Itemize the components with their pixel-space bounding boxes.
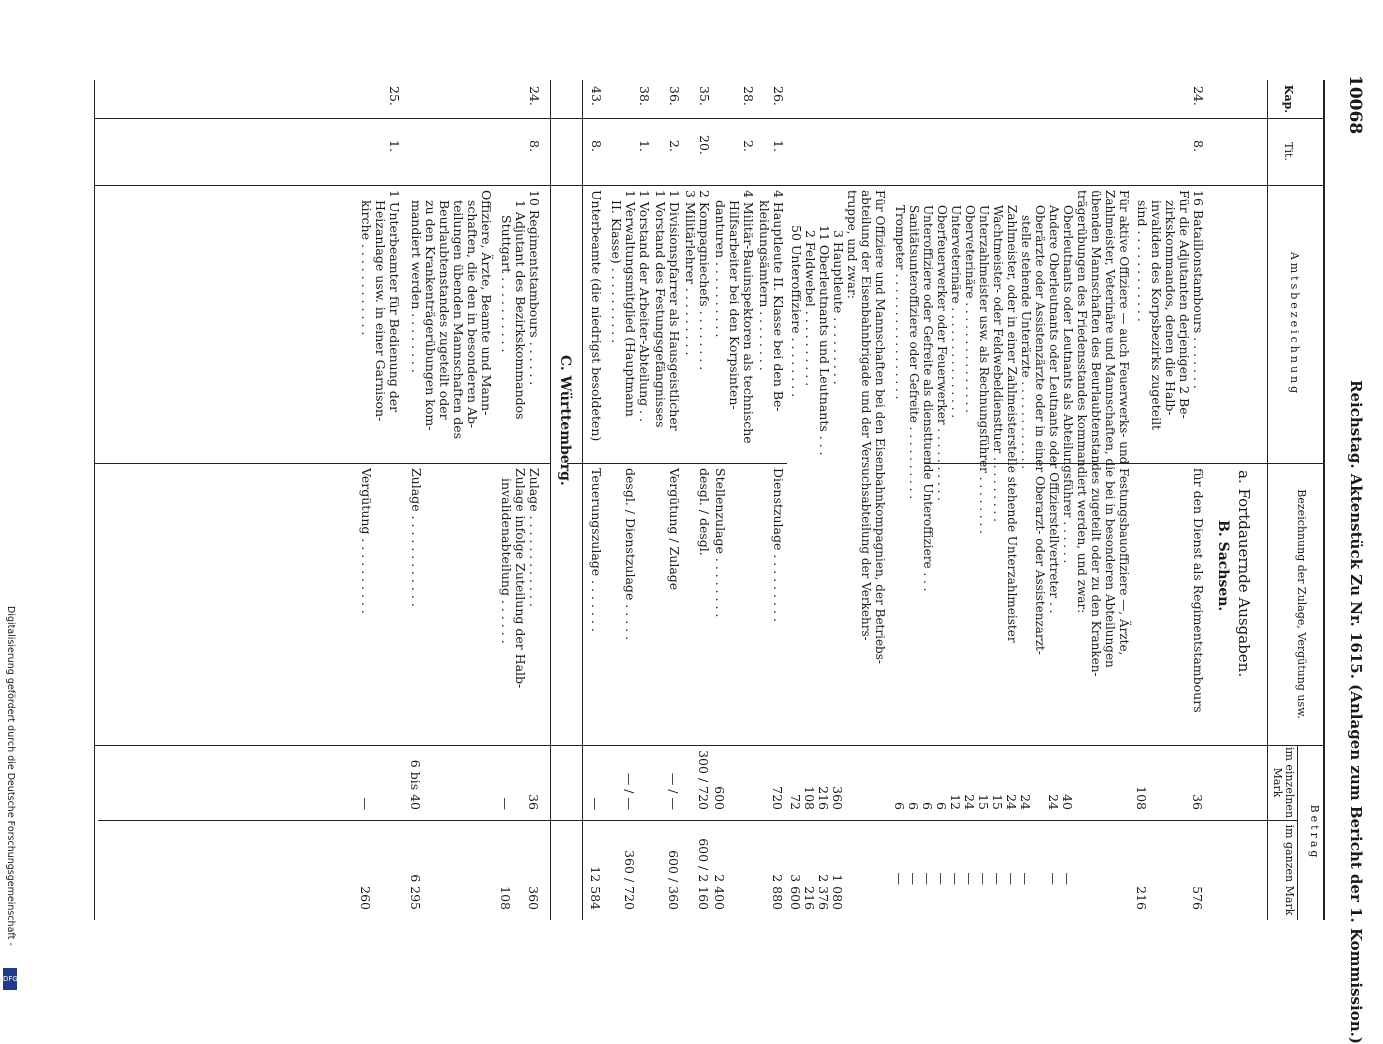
row8-kap: 38. [637, 86, 652, 106]
row6-tit: 20. [697, 135, 712, 155]
row2-ein-7: 24 [962, 794, 977, 810]
row1-amt-1: 16 Bataillonstambours . . . . . . . [1191, 190, 1206, 389]
row1-ganz: 576 [1190, 886, 1205, 910]
bez-betrag-divider [95, 745, 1325, 746]
row6-ein: 300 / 720 [696, 750, 711, 810]
row10-bez: Zulage . . . . . . . . . . . . [527, 468, 542, 607]
row10-amt-1: 10 Regimentstambours . . . . . . [527, 190, 542, 386]
row11-ganz: 6 295 [408, 874, 423, 910]
row3-ganz-2: 2 376 [816, 874, 831, 910]
section-a-heading: a. Fortdauernde Ausgaben. [1235, 470, 1253, 678]
amt-bez-divider-2 [567, 463, 787, 464]
row12-amt-2: Heizanlage usw. in einer Garnison- [373, 200, 388, 422]
row2-ein-4: 24 [1004, 794, 1019, 810]
row10-bez3: invalidenabteilung . . . . . . [499, 478, 514, 644]
row7-kap: 36. [667, 86, 682, 106]
row8-bez: desgl. / Dienstzulage . . . . . [623, 468, 638, 641]
row3-amt-2: abteilung der Eisenbahnbrigade und der Versuchsabteilung der Verkehrs- [859, 190, 873, 641]
row9-tit: 8. [589, 140, 604, 152]
row4-amt-1: 4 Hauptleute II. Klasse bei den Be- [771, 190, 786, 412]
row8-amt-1: 1 Vorstand der Arbeiter-Abteilung . . [637, 190, 652, 423]
row4-amt-2: kleidungsämtern . . . . . . . . [757, 200, 772, 371]
row2-amt-17: Trompeter . . . . . . . . . . . . . . . . . [893, 205, 907, 400]
row3-amt-1: Für Offiziere und Mannschaften bei den Eisenbahnkompagnien, der Betriebs- [873, 190, 887, 664]
row2-ganz-1: — [1060, 872, 1075, 885]
row12-tit: 1. [387, 140, 402, 152]
row11-bez: Zulage . . . . . . . . . . . . [409, 468, 424, 607]
row1-tit: 8. [1191, 140, 1206, 152]
digitization-note: Digitalisierung gefördert durch die Deutsche Forschungsgemeinschaft - [5, 606, 16, 946]
row1-amt-5: sind . . . . . . . . . . . . [1135, 200, 1150, 322]
row10-kap: 24. [527, 86, 542, 106]
page-number: 10068 [1345, 75, 1365, 135]
row5-tit: 2. [741, 140, 756, 152]
row2-amt-4: trägerübungen des Friedensstandes kommandiert werden, und zwar: [1075, 190, 1089, 614]
row4-tit: 1. [771, 140, 786, 152]
row3-ganz-3: 216 [802, 886, 817, 910]
row1-ein: 36 [1190, 794, 1205, 810]
row12-bez: Vergütung . . . . . . . . . . [359, 468, 374, 614]
row7-ein: — / — [666, 772, 681, 810]
table-bottom-rule [94, 80, 95, 920]
row2-amt-8: stelle stehende Unterärzte . . . . . . . . . . . . [1019, 215, 1033, 470]
row2-ganz-2: — [1046, 872, 1061, 885]
row2-ein-2: 24 [1046, 794, 1061, 810]
row1-bez: für den Dienst als Regimentstambours [1191, 468, 1206, 713]
col-betrag: Betrag [1308, 804, 1321, 861]
row12-amt-3: kirche . . . . . . . . . . . . [359, 200, 374, 336]
row2-amt-7: Oberärzte oder Assistenzärzte oder in einer Oberarzt- oder Assistenzarzt- [1033, 205, 1047, 655]
row3-ein-2: 216 [816, 786, 831, 810]
row11-amt-1: Offiziere, Ärzte, Beamte und Mann- [479, 190, 494, 416]
row2-amt-11: Unterzahlmeister usw. als Rechnungsführer . . . . . . . . [977, 205, 991, 534]
betrag-sub-rule [1297, 745, 1298, 920]
row2-amt-13: Unterveterinäre . . . . . . . . . . . . . . . [949, 205, 963, 419]
row3-amt-7: 50 Unteroffiziere . . . . . . . . [789, 225, 804, 398]
row1-amt-2: Für die Adjutanten derjenigen 2 Be- [1177, 190, 1192, 419]
row2-ganz-7: — [962, 872, 977, 885]
row4-kap: 26. [771, 86, 786, 106]
row12-kap: 25. [387, 86, 402, 106]
row10-ganz2: 108 [498, 886, 513, 910]
row8-amt-2: 1 Verwaltungsmitglied (Hauptmann [623, 190, 638, 417]
section-c-rule [550, 80, 551, 920]
betrag-inner-divider [98, 820, 1298, 821]
table-top-rule [1323, 80, 1325, 920]
row2-amt-15: Unteroffiziere oder Gefreite als diensttuende Unteroffiziere . . . [921, 205, 935, 592]
section-b-heading: B. Sachsen. [1215, 520, 1231, 612]
row2-ein-5: 15 [990, 794, 1005, 810]
row7-bez: Vergütung / Zulage [667, 468, 682, 591]
row7-ganz: 600 / 360 [666, 850, 681, 910]
row4-ganz: 2 880 [770, 874, 785, 910]
row12-ganz: 260 [358, 886, 373, 910]
row3-ganz-1: 1 080 [830, 874, 845, 910]
row1-amt-4: invaliden des Korpsbezirks zugeteilt [1149, 200, 1164, 431]
row3-amt-4: 3 Hauptleute . . . . . . . . . [831, 230, 846, 385]
amt-bez-divider-3 [95, 463, 551, 464]
page-title: Reichstag. Aktenstück Zu Nr. 1615. (Anlagen zum Bericht der 1. Kommission.) [1347, 380, 1365, 1044]
col-kap: Kap. [1282, 84, 1295, 114]
row2-amt-3: übenden Mannschaften des Beurlaubtenstandes zugeteilt oder zu den Kranken- [1089, 190, 1103, 677]
row8-ein: — / — [622, 772, 637, 810]
row2-ein-10: 6 [920, 802, 935, 810]
dfg-logo: DFG [3, 968, 17, 990]
row1-ganz2: 216 [1134, 886, 1149, 910]
row11-amt-2: schaften, die den in besonderen Ab- [465, 200, 480, 429]
row1-amt-3: zirkskommandos, denen die Halb- [1163, 200, 1178, 416]
row2-ein-1: 40 [1060, 794, 1075, 810]
row2-ganz-5: — [990, 872, 1005, 885]
row11-amt-6: mandiert werden . . . . . . . . [409, 200, 424, 373]
row4-ein: 720 [770, 786, 785, 810]
col-amtsbezeichnung: Amtsbezeichnung [1288, 251, 1301, 397]
row5-bez: Stellenzulage . . . . . . . . [713, 468, 728, 618]
row6-bez: desgl. / desgl. [697, 468, 712, 556]
row10-ein2: — [498, 797, 513, 810]
section-b-end-rule [582, 80, 583, 920]
row10-ganz: 360 [526, 886, 541, 910]
row7-tit: 2. [667, 140, 682, 152]
row2-ganz-4: — [1004, 872, 1019, 885]
row2-amt-14: Oberfeuerwerker oder Feuerwerker . . . . . . . . . . [935, 205, 949, 501]
row10-amt-2: 1 Adjutant des Bezirkskommandos [513, 200, 528, 420]
row4-bez: Dienstzulage . . . . . . . . . [771, 468, 786, 622]
row2-ganz-10: — [920, 872, 935, 885]
row2-ganz-11: — [906, 872, 921, 885]
row9-ein: — [588, 797, 603, 810]
row1-ein2: 108 [1134, 786, 1149, 810]
row6-kap: 35. [697, 86, 712, 106]
row7-amt-2: 1 Vorstand des Festungsgefängnisses [653, 190, 668, 428]
row2-amt-1: Für aktive Offiziere — auch Feuerwerks- und Festungsbauoffiziere —, Ärzte, [1117, 190, 1131, 656]
row2-ein-8: 12 [948, 794, 963, 810]
row10-tit: 8. [527, 140, 542, 152]
row9-bez: Teuerungszulage . . . . . . . [589, 468, 604, 632]
row2-ganz-3: — [1018, 872, 1033, 885]
col-ganzen: im ganzen Mark [1283, 824, 1296, 916]
row2-amt-9: Zahlmeister, oder in einer Zahlmeisterstelle stehende Unterzahlmeister [1005, 205, 1019, 643]
row3-amt-5: 11 Oberleutnants und Leutnants . . . [817, 225, 832, 456]
row8-tit: 1. [637, 140, 652, 152]
row10-amt-3: Stuttgart . . . . . . . . . . [499, 215, 514, 353]
row1-kap: 24. [1191, 86, 1206, 106]
row2-ein-9: 6 [934, 802, 949, 810]
row2-amt-2: Zahlmeister, Veterinäre und Mannschaften, die bei in besonderen Abteilungen [1103, 190, 1117, 668]
row12-amt-1: 1 Unterbeamter für Bedienung der [387, 190, 402, 413]
row8-ganz: 360 / 720 [622, 850, 637, 910]
row2-amt-5: Oberleutnants oder Leutnants als Abteilungsführer . . . . . . [1061, 205, 1075, 564]
row5-amt-1: 4 Militär-Bauinspektoren als technische [741, 190, 756, 444]
row2-amt-6: Andere Oberleutnants oder Leutnants oder Offizierstellvertreter . . [1047, 205, 1061, 614]
col-einzeln: im einzelnen Mark [1271, 746, 1296, 819]
row3-amt-6: 2 Feldwebel . . . . . . . . . . [803, 230, 818, 387]
row11-amt-3: teilungen übenden Mannschaften des [451, 200, 466, 440]
row8-amt-3: II. Klasse) . . . . . . . . . . [609, 200, 624, 344]
row6-amt-2: 3 Militärlehrer . . . . . . . . . [683, 190, 698, 356]
row2-ganz-8: — [948, 872, 963, 885]
row2-ein-12: 6 [892, 802, 907, 810]
row9-kap: 43. [589, 86, 604, 106]
row2-ein-3: 24 [1018, 794, 1033, 810]
row5-kap: 28. [741, 86, 756, 106]
row6-ganz: 600 / 2 160 [696, 838, 711, 910]
row2-ganz-9: — [934, 872, 949, 885]
row5-amt-3: danturen . . . . . . . . . . [713, 200, 728, 338]
row3-ein-4: 72 [788, 794, 803, 810]
row11-ein: 6 bis 40 [408, 759, 423, 810]
row9-amt-1: Unterbeamte (die niedrigst besoldeten) [589, 190, 604, 442]
row5-ein: 600 [712, 786, 727, 810]
row2-amt-16: Sanitätsunteroffiziere oder Gefreite . . . . . . . . . . [907, 205, 921, 500]
header-bottom-rule [1267, 80, 1268, 920]
tit-amt-divider [95, 185, 1325, 186]
row11-amt-4: Beurlaubtenstandes zugeteilt oder [437, 200, 452, 420]
row2-ganz-6: — [976, 872, 991, 885]
row3-amt-3: truppe, und zwar: [845, 190, 859, 299]
row3-ganz-4: 3 600 [788, 874, 803, 910]
row9-ganz: 12 584 [588, 866, 603, 910]
row3-ein-3: 108 [802, 786, 817, 810]
row12-ein: — [358, 797, 373, 810]
row2-ganz-12: — [892, 872, 907, 885]
row7-amt-1: 1 Divisionspfarrer als Hausgeistlicher [667, 190, 682, 431]
kap-tit-divider [95, 118, 1325, 119]
row2-ein-11: 6 [906, 802, 921, 810]
row5-amt-2: Hilfsarbeiter bei den Korpsinten- [727, 200, 742, 410]
col-tit: Tit. [1282, 142, 1295, 161]
col-bezeichnung: Bezeichnung der Zulage, Vergütung usw. [1295, 489, 1308, 719]
row3-ein-1: 360 [830, 786, 845, 810]
row5-ganz: 2 400 [712, 874, 727, 910]
row2-amt-12: Oberveterinäre . . . . . . . . . . . . . . . [963, 205, 977, 413]
section-c-heading: C. Württemberg. [557, 355, 573, 486]
row6-amt-1: 2 Kompagniechefs . . . . . . . . [697, 190, 712, 371]
digitization-note-wrap [2, 606, 18, 966]
row2-ein-6: 15 [976, 794, 991, 810]
row2-amt-10: Wachtmeister- oder Feldwebeldiensttuer . . . . . . . . . [991, 205, 1005, 522]
row10-bez2: Zulage infolge Zuteilung der Halb- [513, 468, 528, 689]
row10-ein: 36 [526, 794, 541, 810]
row11-amt-5: zu den Krankenträgerübungen kom- [423, 200, 438, 431]
